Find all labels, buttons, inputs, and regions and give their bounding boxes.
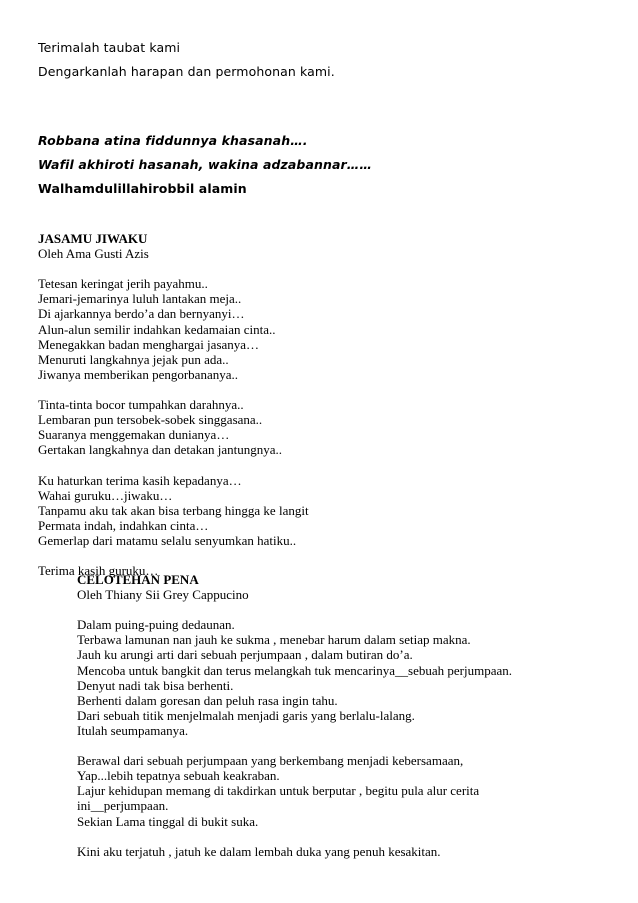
poem-line: Di ajarkannya berdo’a dan bernyanyi… <box>38 306 245 322</box>
poem-line: Alun-alun semilir indahkan kedamaian cinta.. <box>38 321 276 337</box>
poem-closing: Terima kasih guruku… <box>38 563 159 579</box>
prayer-line-1: Robbana atina fiddunnya khasanah…. <box>38 133 308 148</box>
poem-line: Tinta-tinta bocor tumpahkan darahnya.. <box>38 397 244 413</box>
prayer-line-2: Wafil akhiroti hasanah, wakina adzabannar…… <box>38 157 373 172</box>
poem-line: Dalam puing-puing dedaunan. <box>77 617 235 633</box>
intro-line-1: Terimalah taubat kami <box>38 40 181 55</box>
poem-line: Tetesan keringat jerih payahmu.. <box>38 276 208 292</box>
prayer-line-3: Walhamdulillahirobbil alamin <box>38 181 247 196</box>
poem-line: Jemari-jemarinya luluh lantakan meja.. <box>38 291 242 307</box>
stanza-gap <box>38 548 309 563</box>
poem-line: Gertakan langkahnya dan detakan jantungnya.. <box>38 442 283 458</box>
poem-line: Dari sebuah titik menjelmalah menjadi garis yang berlalu-lalang. <box>77 707 415 723</box>
stanza-gap <box>38 382 309 397</box>
stanza-gap <box>38 261 309 276</box>
poem-jasamu-jiwaku <box>38 231 309 578</box>
poem-line: Yap...lebih tepatnya sebuah keakraban. <box>77 768 280 784</box>
poem-line: Berhenti dalam goresan dan peluh rasa ingin tahu. <box>77 692 338 708</box>
poem-line: Kini aku terjatuh , jatuh ke dalam lembah duka yang penuh kesakitan. <box>77 843 441 859</box>
poem-line: Menegakkan badan menghargai jasanya… <box>38 336 260 352</box>
poem-line: Permata indah, indahkan cinta… <box>38 517 209 533</box>
stanza-gap <box>77 829 512 844</box>
poem-line: Terbawa lamunan nan jauh ke sukma , menebar harum dalam setiap makna. <box>77 632 471 648</box>
poem-title: JASAMU JIWAKU <box>38 231 148 246</box>
poem-line: Suaranya menggemakan dunianya… <box>38 427 230 443</box>
poem-line: Lembaran pun tersobek-sobek singgasana.. <box>38 412 263 428</box>
poem-title: CELOTEHAN PENA <box>77 572 199 587</box>
poem-line: Ku haturkan terima kasih kepadanya… <box>38 472 242 488</box>
stanza-gap <box>38 457 309 472</box>
poem-line: Wahai guruku…jiwaku… <box>38 487 173 503</box>
poem-line: Sekian Lama tinggal di bukit suka. <box>77 813 259 829</box>
poem-line: Gemerlap dari matamu selalu senyumkan hatiku.. <box>38 532 297 548</box>
poem-line: Jiwanya memberikan pengorbananya.. <box>38 366 238 382</box>
poem-line: Itulah seumpamanya. <box>77 722 189 738</box>
poem-line: Menuruti langkahnya jejak pun ada.. <box>38 351 229 367</box>
poem-line: Tanpamu aku tak akan bisa terbang hingga ke langit <box>38 502 309 518</box>
stanza-gap <box>77 602 512 617</box>
poem-author: Oleh Thiany Sii Grey Cappucino <box>77 587 249 603</box>
poem-author: Oleh Ama Gusti Azis <box>38 246 149 262</box>
poem-line: Mencoba untuk bangkit dan terus melangkah tuk mencarinya__sebuah perjumpaan. <box>77 662 513 678</box>
intro-line-2: Dengarkanlah harapan dan permohonan kami. <box>38 64 335 79</box>
poem-line: Berawal dari sebuah perjumpaan yang berkembang menjadi kebersamaan, <box>77 753 464 769</box>
stanza-gap <box>77 738 512 753</box>
poem-line: Denyut nadi tak bisa berhenti. <box>77 677 234 693</box>
poem-line: ini__perjumpaan. <box>77 798 169 814</box>
poem-line: Lajur kehidupan memang di takdirkan untuk berputar , begitu pula alur cerita <box>77 783 480 799</box>
poem-line: Jauh ku arungi arti dari sebuah perjumpaan , dalam butiran do’a. <box>77 647 413 663</box>
poem-celotehan-pena <box>77 572 512 859</box>
